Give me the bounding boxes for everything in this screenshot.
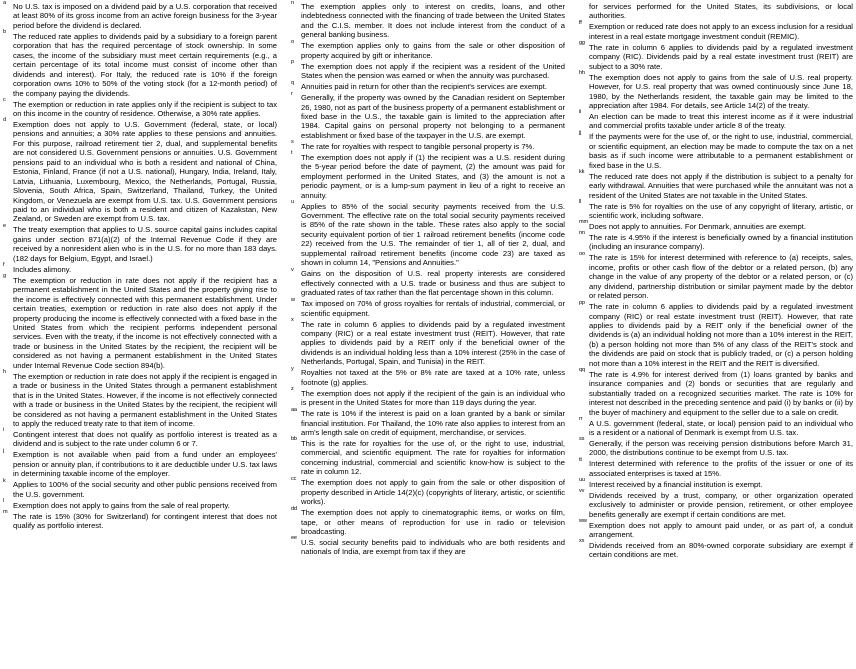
- footnote-marker: xx: [579, 538, 585, 545]
- footnote-item: [290, 79, 565, 92]
- footnote-item: [290, 535, 565, 557]
- footnote-marker: aa: [291, 406, 297, 413]
- footnote-marker: m: [3, 509, 8, 516]
- footnote-text: Interest determined with reference to the profits of the issuer or one of its associated enterprises is taxed at 15%.: [589, 459, 853, 478]
- footnote-marker: qq: [579, 367, 585, 374]
- footnote-item: [578, 250, 853, 301]
- footnote-item: [290, 150, 565, 200]
- footnote-marker: d: [3, 117, 6, 124]
- footnote-item: [578, 230, 853, 252]
- footnote-item: [578, 518, 853, 540]
- footnote-item: [578, 19, 853, 41]
- footnote-item: [2, 369, 277, 429]
- footnote-text: The rate is 10% if the interest is paid on a loan granted by a bank or similar financial institution. For Thailand, the 10% rate also applies to interest from an arm's length sale on credit of equipment, merchandise, or services.: [301, 409, 565, 437]
- footnote-marker: i: [3, 427, 5, 434]
- footnote-marker: n: [291, 0, 294, 6]
- footnote-text: The treaty exemption that applies to U.S. source capital gains includes capital gains under section 871(a)(2) of the Internal Revenue Code if they are received by a nonresident alien who is in the U.S. for no more than 183 days. (182 days for Belgium, Egypt, and Israel.): [13, 225, 277, 263]
- footnote-marker: k: [3, 477, 6, 484]
- footnote-marker: b: [3, 29, 6, 36]
- footnote-marker: a: [3, 0, 6, 6]
- footnote-text: Exemption or reduced rate does not apply to an excess inclusion for a residual interest in a real estate mortgage investment conduit (REMIC).: [589, 22, 853, 41]
- footnote-item: [578, 70, 853, 111]
- footnote-marker: ww: [579, 518, 587, 525]
- footnote-text: Exemption does not apply to gains from the sale of real property.: [13, 500, 230, 510]
- footnote-text: Contingent interest that does not qualify as portfolio interest is treated as a dividend and is subject to the rate under column 6 or 7.: [13, 429, 277, 449]
- footnote-text: The rate in column 6 applies to dividends paid by a regulated investment company (RIC). Dividends paid by a real estate investment trust (REIT) are subject to a 30% rate.: [589, 42, 853, 71]
- footnote-text: Does not apply to annuities. For Denmark, annuities are exempt.: [589, 221, 806, 231]
- footnote-item: [290, 317, 565, 367]
- footnote-marker: bb: [291, 436, 297, 443]
- footnote-continuation: [578, 2, 853, 21]
- footnote-text: The rate in column 6 applies to dividends paid by a regulated investment company (RIC) or real estate investment trust (REIT). However, that rate applies to dividends paid by a REIT only if the beneficial owner of the dividends is (a) an individual holding not more than a 10% interest in the REIT, (b) a person holding not more than 5% of any class of the REIT's stock and the dividends are paid on stock that is publicly traded, or (c) a person holding not more than a 10% interest in the REIT and the REIT is diversified.: [589, 302, 853, 368]
- footnote-marker: h: [3, 369, 6, 376]
- footnote-item: [2, 262, 277, 274]
- footnote-marker: dd: [291, 505, 297, 512]
- footnote-item: [2, 477, 277, 499]
- footnote-item: [578, 299, 853, 368]
- footnote-text: An election can be made to treat this interest income as if it were industrial and commercial profits taxable under article 8 of the treaty.: [589, 111, 853, 131]
- footnote-text: The exemption or reduction in rate does not apply if the recipient has a permanent establishment in the United States and the property giving rise to the income is effectively connected with this permanent establishment. Under certain treaties, exemption or reduction in rate also does not apply if the property producing the income is effectively connected with a fixed base in the United States from which the recipient performs independent personal services. Even with the treaty, if the income is not effectively connected with a trade or business in the United States by the recipient, the recipient will be considered as not having a permanent establishment in the United States under Internal Revenue Code section 894(b).: [13, 275, 277, 370]
- footnote-text: Annuities paid in return for other than the recipient's services are exempt.: [301, 82, 547, 92]
- footnote-column-1: [2, 2, 277, 667]
- footnote-text: The reduced rate does not apply if the distribution is subject to a penalty for early withdrawal. Annuities that were purchased while the annuitant was not a resident of the United States are not taxable in the United States.: [589, 171, 853, 200]
- footnote-item: [290, 406, 565, 437]
- footnote-marker: kk: [579, 169, 585, 176]
- footnote-item: [2, 447, 277, 479]
- footnote-text: The exemption does not apply to gains from the sale of U.S. real property. However, for U.S. real property that was owned continuously since June 18, 1980, by the Netherlands resident, the taxable gain may be limited to the appreciation after 1984. For details, see Article 14(2) of the treaty.: [589, 72, 853, 111]
- footnote-marker: t: [291, 150, 293, 157]
- footnote-text: Generally, if the property was owned by the Canadian resident on September 26, 1980, not as part of the business property of a permanent establishment or fixed base in the U.S., the taxable gain is limited to the appreciation after 1984. Capital gains on personal property not belonging to a permanent establishment or fixed base of the taxpayer in the U.S. are exempt.: [301, 93, 565, 140]
- footnote-item: [2, 2, 277, 30]
- footnote-item: [578, 199, 853, 221]
- footnote-text: The exemption or reduction in rate applies only if the recipient is subject to tax on this income in the country of residence. Otherwise, a 30% rate applies.: [13, 99, 277, 118]
- footnote-item: [290, 199, 565, 268]
- footnote-marker: w: [291, 296, 295, 303]
- footnote-marker: ss: [579, 436, 585, 443]
- footnote-text: No U.S. tax is imposed on a dividend paid by a U.S. corporation that received at least 80% of its gross income from an active foreign business for the 3-year period before the dividend is declared.: [13, 2, 277, 30]
- footnote-item: [578, 367, 853, 417]
- footnote-text: The rate is 4.9% for interest derived from (1) loans granted by banks and insurance companies and (2) bonds or securities that are regularly and substantially traded on a recognized securities market. The rate is 10% for interest not described in the preceding sentence and paid (i) by banks or (ii) by the buyer of machinery and equipment to the seller due to a sale on credit.: [589, 369, 853, 417]
- footnote-column-3: [578, 2, 853, 667]
- footnote-item: [290, 365, 565, 387]
- footnote-item: [578, 169, 853, 200]
- footnote-item: [578, 40, 853, 71]
- footnote-item: [290, 505, 565, 537]
- footnote-text: The rate is 4.95% if the interest is beneficially owned by a financial institution (including an insurance company).: [589, 232, 853, 252]
- footnote-item: [2, 427, 277, 449]
- footnote-marker: o: [291, 38, 294, 45]
- footnote-marker: ee: [291, 535, 297, 542]
- footnote-marker: l: [3, 498, 5, 505]
- footnote-marker: ll: [579, 199, 582, 206]
- footnote-text: Includes alimony.: [13, 264, 72, 274]
- footnote-text: If the payments were for the use of, or the right to use, industrial, commercial, or scientific equipment, an election may be made to compute the tax on a net basis as if such income were attributable to a permanent establishment or fixed base in the U.S.: [589, 132, 853, 170]
- footnote-marker: c: [3, 97, 6, 104]
- footnote-item: [290, 139, 565, 151]
- footnote-marker: x: [291, 317, 294, 323]
- footnote-item: [578, 477, 853, 489]
- footnote-marker: r: [291, 90, 293, 97]
- footnote-text: Tax imposed on 70% of gross royalties for rentals of industrial, commercial, or scientific equipment.: [301, 299, 565, 318]
- footnote-text: The exemption does not apply if the recipient of the gain is an individual who is present in the United States for more than 119 days during the year.: [301, 388, 565, 408]
- footnote-item: [2, 117, 277, 224]
- footnote-marker: u: [291, 199, 294, 206]
- footnote-marker: nn: [579, 230, 585, 237]
- footnote-item: [578, 219, 853, 231]
- footnote-marker: oo: [579, 250, 585, 257]
- footnote-text: Generally, if the person was receiving pension distributions before March 31, 2000, the distributions continue to be exempt from U.S. tax.: [589, 438, 853, 458]
- footnote-item: [578, 109, 853, 131]
- footnote-item: [290, 59, 565, 81]
- footnote-marker: hh: [579, 70, 585, 77]
- footnote-column-2: [290, 2, 565, 667]
- footnote-text: for services performed for the United States, its subdivisions, or local authorities.: [589, 2, 853, 21]
- footnote-item: [578, 129, 853, 170]
- footnote-item: [290, 386, 565, 408]
- footnote-marker: uu: [579, 477, 585, 484]
- footnote-marker: v: [291, 266, 294, 273]
- footnote-text: This is the rate for royalties for the use of, or the right to use, industrial, commercial, and scientific equipment. The rate for royalties for information concerning industrial, commercial and scientific know-how is subject to the rate in column 12.: [301, 438, 565, 477]
- footnote-marker: y: [291, 365, 294, 372]
- footnote-text: Dividends received from an 80%-owned corporate subsidiary are exempt if certain conditions are met.: [589, 540, 853, 560]
- footnote-text: Dividends received by a trust, company, or other organization operated exclusively to administer or provide pension, retirement, or other employee benefits generally are exempt if certain conditions are met.: [589, 490, 853, 519]
- footnote-marker: vv: [579, 488, 585, 495]
- footnote-text: Applies to 85% of the social security payments received from the U.S. Government. The effective rate on the total social security payments received is 85% of the rate shown in the table. These rates also apply to the social security equivalent portion of tier 1 railroad retirement benefits (income code 22) received from the U.S. The remainder of tier 1, all of tier 2, dual, and supplemental railroad retirement benefits (income code 23) are taxed as shown in column 14, "Pensions and Annuities.": [301, 201, 565, 268]
- footnote-text: Royalties not taxed at the 5% or 8% rate are taxed at a 10% rate, unless footnote (g) applies.: [301, 368, 565, 387]
- footnote-marker: tt: [579, 456, 582, 463]
- footnote-text: Exemption does not apply to U.S. Government (federal, state, or local) pensions and annuities; a 30% rate applies to these pensions and annuities. For this purpose, railroad retirement tier 2, dual, and supplemental benefits are not considered U.S. Government pensions or annuities. U.S. Government pensions paid to an individual who is both a resident and national of China, Estonia, Finland, France (if not a U.S. national), Hungary, India, Ireland, Italy, Latvia, Lithuania, Luxembourg, Mexico, the Netherlands, Portugal, Russia, Slovenia, South Africa, Spain, Switzerland, Thailand, Turkey, the United Kingdom, or Venezuela are exempt from U.S. tax. U.S. Government pensions paid to an individual who is both a resident and citizen of Kazakstan, New Zealand, or Sweden are exempt from U.S. tax.: [13, 119, 277, 224]
- footnote-item: [578, 488, 853, 519]
- footnote-item: [578, 538, 853, 560]
- footnote-marker: e: [3, 222, 6, 229]
- footnote-marker: f: [3, 262, 5, 269]
- footnote-marker: rr: [579, 416, 583, 423]
- footnote-marker: mm: [579, 219, 588, 226]
- footnote-marker: z: [291, 386, 294, 393]
- footnote-text: The exemption applies only to interest on credits, loans, and other indebtedness connected with the financing of trade between the United States and the C.I.S. member. It does not include interest from the conduct of a general banking business.: [301, 2, 565, 40]
- footnote-text: Exemption does not apply to amount paid under, or as part of, a conduit arrangement.: [589, 520, 853, 540]
- footnote-marker: jj: [579, 129, 582, 136]
- footnote-marker: p: [291, 59, 294, 66]
- footnote-item: [2, 97, 277, 119]
- footnote-text: The rate for royalties with respect to tangible personal property is 7%.: [301, 141, 535, 151]
- footnote-item: [2, 273, 277, 371]
- footnote-text: The rate is 15% (30% for Switzerland) for contingent interest that does not qualify as portfolio interest.: [13, 511, 277, 531]
- footnote-marker: ff: [579, 19, 582, 26]
- footnote-marker: ii: [579, 109, 582, 116]
- footnote-marker: s: [291, 139, 294, 146]
- footnote-text: Exemption is not available when paid from a fund under an employees' pension or annuity plan, if contributions to it are deductible under U.S. tax laws in determining taxable income of the employer.: [13, 450, 277, 479]
- footnote-text: A U.S. government (federal, state, or local) pension paid to an individual who is a resident or a national of Denmark is exempt from U.S. tax.: [589, 418, 853, 437]
- footnote-text: The exemption or reduction in rate does not apply if the recipient is engaged in a trade or business in the United States through a permanent establishment that is in the United States. However, if the income is not effectively connected with a trade or business in the United States by the recipient, the recipient will be considered as not having a permanent establishment in the United States to apply the reduced treaty rate to that item of income.: [13, 371, 277, 428]
- footnote-text: The rate is 5% for royalties on the use of any copyright of literary, artistic, or scientific work, including software.: [589, 201, 853, 221]
- footnote-marker: q: [291, 79, 294, 86]
- footnote-item: [2, 29, 277, 98]
- footnote-text: The exemption does not apply to gain from the sale or other disposition of property described in Article 14(2)(c) (copyrights of literary, artistic, or scientific works).: [301, 478, 565, 507]
- footnote-text: The rate is 15% for interest determined with reference to (a) receipts, sales, income, profits or other cash flow of the debtor or a related person, (b) any change in the value of any property of the debtor or a related person, or (c) any dividend, partnership distribution or similar payment made by the debtor or related person.: [589, 253, 853, 301]
- footnote-text: The exemption does not apply to cinematographic items, or works on film, tape, or other means of reproduction for use in radio or television broadcasting.: [301, 508, 565, 537]
- footnote-marker: pp: [579, 299, 585, 306]
- footnote-marker: j: [3, 447, 5, 454]
- footnote-text: U.S. social security benefits paid to individuals who are both residents and nationals of India, are exempt from tax if they are: [301, 537, 565, 557]
- footnote-text: Interest received by a financial institution is exempt.: [589, 479, 763, 489]
- footnote-text: The exemption does not apply if (1) the recipient was a U.S. resident during the 5-year period before the date of payment, (2) the amount was paid for employment performed in the United States, and (3) the amount is not a periodic payment, or is a lump-sum payment in lieu of a right to receive an annuity.: [301, 152, 565, 200]
- footnote-marker: g: [3, 273, 6, 280]
- footnote-text: The exemption applies only to gains from the sale or other disposition of property acquired by gift or inheritance.: [301, 41, 565, 60]
- footnote-item: [290, 2, 565, 40]
- footnote-item: [290, 266, 565, 298]
- footnote-text: The reduced rate applies to dividends paid by a subsidiary to a foreign parent corporation that has the required percentage of stock ownership. In some cases, the income of the subsidiary must meet certain requirements (e.g., a certain percentage of its total income must consist of income other than dividends and interest). For Italy, the reduced rate is 10% if the foreign corporation owns 10% to 50% of the voting stock (for a 12-month period) of the company paying the dividends.: [13, 31, 277, 98]
- footnote-text: The rate in column 6 applies to dividends paid by a regulated investment company (RIC) or a real estate investment trust (REIT). However, that rate applies to dividends paid by a REIT only if the beneficial owner of the dividends is an individual holding less than a 10% interest (25% in the case of Netherlands, Portugal, Spain, and Tunisia) in the REIT.: [301, 319, 565, 367]
- footnote-item: [290, 475, 565, 507]
- footnote-text: Gains on the disposition of U.S. real property interests are considered effectively connected with a U.S. trade or business and thus are subject to graduated rates of tax rather than the flat percentage shown in this column.: [301, 269, 565, 298]
- footnote-marker: cc: [291, 475, 297, 482]
- footnote-item: [290, 436, 565, 477]
- footnote-item: [2, 509, 277, 531]
- footnote-item: [578, 416, 853, 438]
- footnote-item: [290, 38, 565, 60]
- footnote-item: [2, 498, 277, 510]
- footnote-item: [578, 436, 853, 458]
- footnote-item: [290, 296, 565, 318]
- footnote-item: [578, 456, 853, 478]
- footnote-item: [2, 222, 277, 263]
- footnote-text: Applies to 100% of the social security and other public pensions received from the U.S. government.: [13, 480, 277, 499]
- footnote-item: [290, 90, 565, 140]
- footnote-text: The exemption does not apply if the recipient was a resident of the United States when the pension was earned or when the annuity was purchased.: [301, 61, 565, 81]
- footnote-marker: gg: [579, 40, 585, 47]
